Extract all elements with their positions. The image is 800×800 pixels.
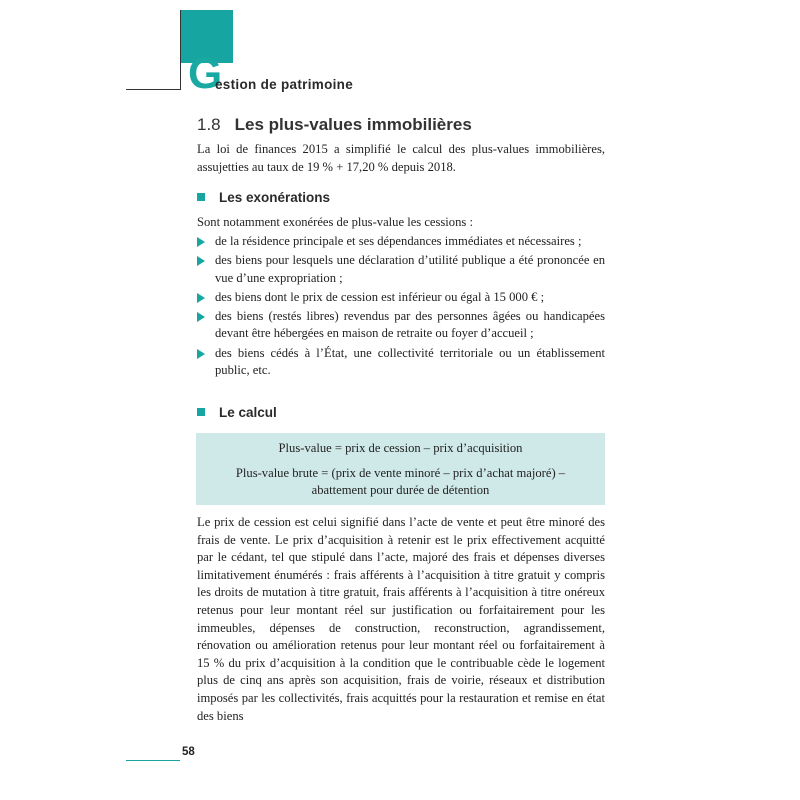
- list-item: [197, 308, 605, 343]
- page-number: 58: [182, 746, 195, 758]
- footer-rule: [126, 760, 180, 761]
- running-header-title: estion de patrimoine: [215, 77, 354, 92]
- section-number: 1.8: [197, 115, 221, 134]
- list-item: [197, 289, 605, 307]
- subheading-label: Le calcul: [219, 405, 277, 420]
- section-title: Les plus-values immobilières: [234, 115, 472, 134]
- list-item-text: des biens pour lesquels une déclaration d’utilité publique a été prononcée en vue d’une expropriation ;: [215, 253, 605, 285]
- section-intro: La loi de finances 2015 a simplifié le calcul des plus-values immobilières, assujetties au taux de 19 % + 17,20 % depuis 2018.: [197, 142, 605, 174]
- list-item: [197, 345, 605, 380]
- triangle-bullet-icon: [197, 312, 205, 322]
- list-item-text: des biens cédés à l’État, une collectivité territoriale ou un établissement public, etc.: [215, 345, 605, 378]
- header-drop-initial: G: [188, 49, 223, 98]
- list-lead: Sont notamment exonérées de plus-value les cessions :: [197, 215, 473, 229]
- calcul-body-text: Le prix de cession est celui signifié dans l’acte de vente et peut être minoré des frais de vente. Le prix d’acquisition à retenir est le prix effectivement acquitté par le cédant, tel que stipulé dans l’acte, majoré des frais et dépenses diverses limitativement énumérés : frais afférents à l’acquisition à titre gratuit y compris les droits de mutation à titre gratuit, frais afférents à l’acquisition à titre onéreux retenus pour leur montant réel sur justification ou forfaitairement pour les immeubles, dépenses de construction, reconstruction, agrandissement, rénovation ou amélioration retenus pour leur montant réel ou forfaitairement à 15 % du prix d’acquisition à la condition que le contribuable cède le logement plus de cinq ans après son acquisition, frais de voirie, réseaux et distribution imposés par les collectivités, frais acquittés pour la restauration et remise en état des biens: [197, 515, 605, 723]
- list-item-text: des biens dont le prix de cession est inférieur ou égal à 15 000 € ;: [215, 289, 545, 304]
- subheading-calcul: [197, 405, 277, 420]
- triangle-bullet-icon: [197, 293, 205, 303]
- formula-plus-value: Plus-value = prix de cession – prix d’acquisition: [278, 441, 523, 455]
- section-heading: [197, 115, 472, 135]
- square-bullet-icon: [197, 408, 205, 416]
- triangle-bullet-icon: [197, 237, 205, 247]
- formula-plus-value-brute: Plus-value brute = (prix de vente minoré – prix d’achat majoré) – abattement pour durée de détention: [235, 466, 566, 497]
- exonerations-list: [197, 233, 605, 381]
- formula-box: [196, 433, 605, 505]
- header-horizontal-rule: [126, 89, 180, 90]
- list-item: [197, 233, 605, 251]
- triangle-bullet-icon: [197, 349, 205, 359]
- list-item: [197, 252, 605, 287]
- list-item-text: des biens (restés libres) revendus par des personnes âgées ou handicapées devant être hébergées en maison de retraite ou foyer d’accueil ;: [215, 308, 605, 341]
- subheading-exonerations: [197, 190, 330, 205]
- list-item-text: de la résidence principale et ses dépendances immédiates et nécessaires ;: [215, 234, 582, 248]
- triangle-bullet-icon: [197, 256, 205, 266]
- header-vertical-rule: [180, 10, 181, 90]
- square-bullet-icon: [197, 193, 205, 201]
- subheading-label: Les exonérations: [219, 190, 331, 205]
